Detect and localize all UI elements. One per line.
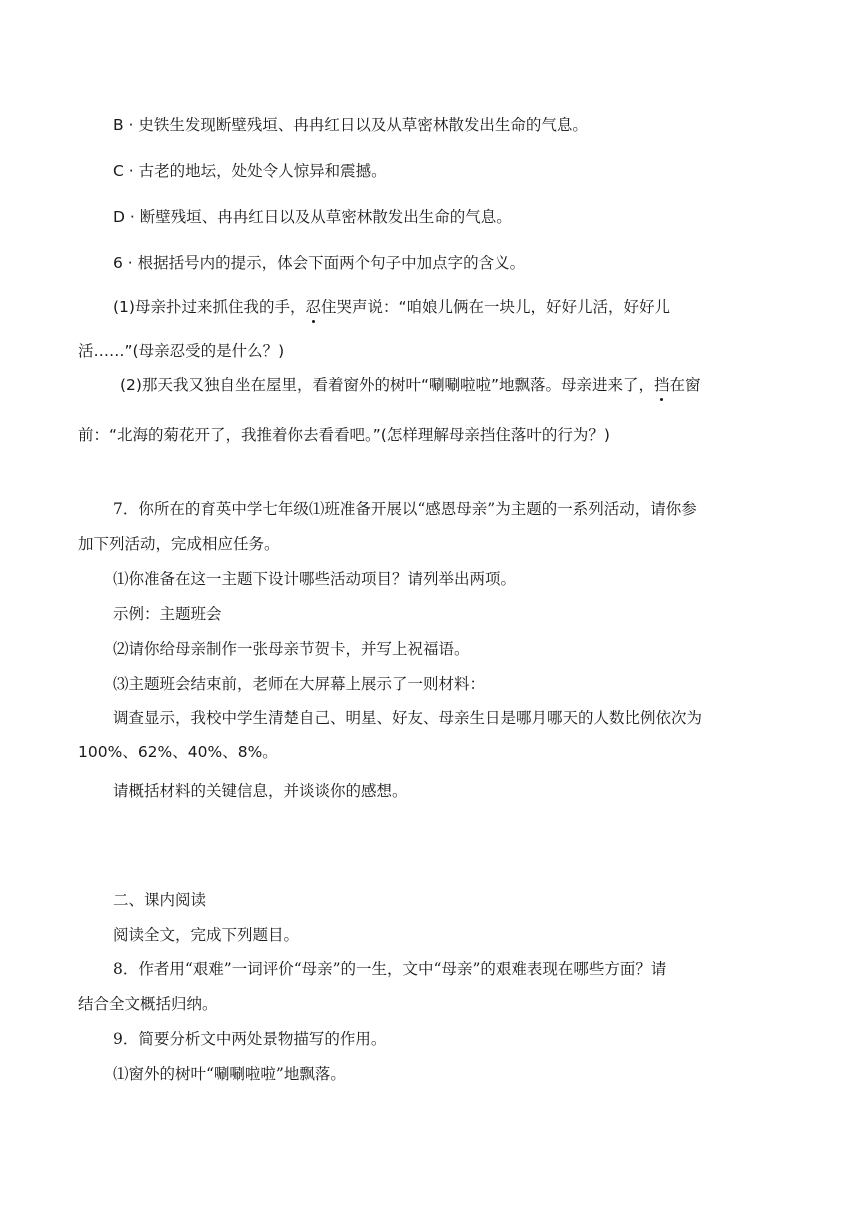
- q6-s2-dotted-char: 挡: [654, 376, 670, 394]
- q7-stem-line1: 7．你所在的育英中学七年级⑴班准备开展以“感恩母亲”为主题的一系列活动，请你参: [113, 500, 697, 518]
- q6-s1-dotted-char: 忍: [305, 298, 321, 316]
- q6-s2-after: 在窗: [669, 376, 701, 394]
- q7-stem-line2: 加下列活动，完成相应任务。: [78, 535, 280, 553]
- section-instruction: 阅读全文，完成下列题目。: [113, 926, 300, 944]
- q7-sub3: ⑶主题班会结束前，老师在大屏幕上展示了一则材料：: [113, 675, 486, 693]
- q7-sub2: ⑵请你给母亲制作一张母亲节贺卡，并写上祝福语。: [113, 640, 470, 658]
- q7-task: 请概括材料的关键信息，并谈谈你的感想。: [113, 782, 408, 800]
- q6-s1-before: (1)母亲扑过来抓住我的手，: [113, 298, 306, 316]
- q5-option-b: B · 史铁生发现断壁残垣、冉冉红日以及从草密林散发出生命的气息。: [113, 116, 588, 134]
- q7-material-line1: 调查显示，我校中学生清楚自己、明星、好友、母亲生日是哪月哪天的人数比例依次为: [113, 709, 703, 727]
- q8-line1: 8．作者用“艰难”一词评价“母亲”的一生，文中“母亲”的艰难表现在哪些方面？请: [113, 960, 667, 978]
- q9-sub1: ⑴窗外的树叶“唰唰啦啦”地飘落。: [113, 1065, 346, 1083]
- q6-stem: 6 · 根据括号内的提示，体会下面两个句子中加点字的含义。: [113, 254, 526, 272]
- q6-sentence-1: [113, 296, 670, 318]
- q8-line2: 结合全文概括归纳。: [78, 995, 218, 1013]
- q7-example: 示例：主题班会: [113, 605, 222, 623]
- q6-sentence-2: [120, 374, 701, 396]
- q6-s2-line2: 前：“北海的菊花开了，我推着你去看看吧。”(怎样理解母亲挡住落叶的行为？): [78, 426, 610, 444]
- q6-s2-before: (2)那天我又独自坐在屋里，看着窗外的树叶“唰唰啦啦”地飘落。母亲进来了，: [120, 376, 655, 394]
- q6-s1-after: 住哭声说：“咱娘儿俩在一块儿，好好儿活，好好儿: [320, 298, 671, 316]
- q5-option-d: D · 断壁残垣、冉冉红日以及从草密林散发出生命的气息。: [113, 208, 512, 226]
- q7-material-line2: 100%、62%、40%、8%。: [78, 743, 278, 761]
- q7-sub1: ⑴你准备在这一主题下设计哪些活动项目？请列举出两项。: [113, 570, 517, 588]
- q6-s1-line2: 活……”(母亲忍受的是什么？): [78, 342, 285, 360]
- q9-stem: 9．简要分析文中两处景物描写的作用。: [113, 1030, 387, 1048]
- section-heading: 二、课内阅读: [113, 891, 207, 909]
- q5-option-c: C · 古老的地坛，处处令人惊异和震撼。: [113, 162, 387, 180]
